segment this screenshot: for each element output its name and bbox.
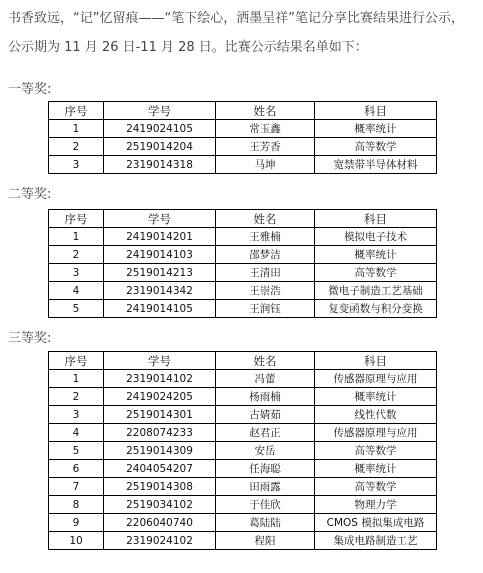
column-header: 序号 bbox=[49, 352, 104, 370]
column-header: 学号 bbox=[104, 352, 216, 370]
student-id-cell: 2419024105 bbox=[104, 120, 216, 138]
table-row bbox=[49, 138, 437, 156]
subject-cell: 宽禁带半导体材料 bbox=[315, 156, 437, 174]
name-cell: 马坤 bbox=[216, 156, 315, 174]
table-row bbox=[49, 228, 437, 246]
second-prize-heading: 二等奖: bbox=[8, 187, 52, 202]
name-cell: 王雅楠 bbox=[216, 228, 315, 246]
index-cell: 1 bbox=[49, 370, 104, 388]
table-row bbox=[49, 478, 437, 496]
name-cell: 葛陆陆 bbox=[216, 514, 315, 532]
index-cell: 8 bbox=[49, 496, 104, 514]
second-prize-table bbox=[48, 209, 437, 318]
column-header: 科目 bbox=[315, 102, 437, 120]
subject-cell: 高等数学 bbox=[315, 442, 437, 460]
table-row bbox=[49, 156, 437, 174]
table-row bbox=[49, 496, 437, 514]
index-cell: 5 bbox=[49, 442, 104, 460]
student-id-cell: 2419014103 bbox=[104, 246, 216, 264]
index-cell: 10 bbox=[49, 532, 104, 550]
student-id-cell: 2319014102 bbox=[104, 370, 216, 388]
student-id-cell: 2519034102 bbox=[104, 496, 216, 514]
column-header: 科目 bbox=[315, 352, 437, 370]
index-cell: 3 bbox=[49, 264, 104, 282]
index-cell: 3 bbox=[49, 156, 104, 174]
subject-cell: 概率统计 bbox=[315, 120, 437, 138]
first-prize-table bbox=[48, 101, 437, 174]
student-id-cell: 2319014342 bbox=[104, 282, 216, 300]
index-cell: 4 bbox=[49, 424, 104, 442]
table-row bbox=[49, 424, 437, 442]
name-cell: 杨雨楠 bbox=[216, 388, 315, 406]
student-id-cell: 2519014309 bbox=[104, 442, 216, 460]
student-id-cell: 2519014301 bbox=[104, 406, 216, 424]
name-cell: 冯蕾 bbox=[216, 370, 315, 388]
table-row bbox=[49, 514, 437, 532]
name-cell: 于佳欣 bbox=[216, 496, 315, 514]
subject-cell: 概率统计 bbox=[315, 460, 437, 478]
column-header: 科目 bbox=[315, 210, 437, 228]
subject-cell: 概率统计 bbox=[315, 246, 437, 264]
index-cell: 5 bbox=[49, 300, 104, 318]
name-cell: 王清田 bbox=[216, 264, 315, 282]
table-row bbox=[49, 460, 437, 478]
table-row bbox=[49, 370, 437, 388]
table-row bbox=[49, 406, 437, 424]
column-header: 学号 bbox=[104, 102, 216, 120]
index-cell: 2 bbox=[49, 138, 104, 156]
name-cell: 王芳香 bbox=[216, 138, 315, 156]
index-cell: 1 bbox=[49, 228, 104, 246]
subject-cell: 传感器原理与应用 bbox=[315, 424, 437, 442]
index-cell: 2 bbox=[49, 388, 104, 406]
student-id-cell: 2519014308 bbox=[104, 478, 216, 496]
name-cell: 安岳 bbox=[216, 442, 315, 460]
index-cell: 2 bbox=[49, 246, 104, 264]
subject-cell: 集成电路制造工艺 bbox=[315, 532, 437, 550]
student-id-cell: 2419014201 bbox=[104, 228, 216, 246]
name-cell: 王润钰 bbox=[216, 300, 315, 318]
student-id-cell: 2419024205 bbox=[104, 388, 216, 406]
index-cell: 6 bbox=[49, 460, 104, 478]
column-header: 姓名 bbox=[216, 352, 315, 370]
first-prize-heading: 一等奖: bbox=[8, 82, 52, 97]
third-prize-heading: 三等奖: bbox=[8, 331, 52, 346]
column-header: 学号 bbox=[104, 210, 216, 228]
table-row bbox=[49, 442, 437, 460]
subject-cell: CMOS 模拟集成电路 bbox=[315, 514, 437, 532]
table-row bbox=[49, 388, 437, 406]
index-cell: 7 bbox=[49, 478, 104, 496]
announcement-text: 书香致远，“记”忆留痕——“笔下绘心，洒墨呈祥”笔记分享比赛结果进行公示，公示期为 11 月 26 日-11 月 28 日。比赛公示结果名单如下： bbox=[8, 11, 464, 55]
table-row bbox=[49, 264, 437, 282]
name-cell: 邵梦洁 bbox=[216, 246, 315, 264]
subject-cell: 微电子制造工艺基础 bbox=[315, 282, 437, 300]
student-id-cell: 2519014204 bbox=[104, 138, 216, 156]
index-cell: 4 bbox=[49, 282, 104, 300]
table-header-row bbox=[49, 352, 437, 370]
subject-cell: 高等数学 bbox=[315, 478, 437, 496]
subject-cell: 高等数学 bbox=[315, 138, 437, 156]
student-id-cell: 2419014105 bbox=[104, 300, 216, 318]
name-cell: 常玉鑫 bbox=[216, 120, 315, 138]
student-id-cell: 2519014213 bbox=[104, 264, 216, 282]
column-header: 序号 bbox=[49, 210, 104, 228]
name-cell: 田雨露 bbox=[216, 478, 315, 496]
subject-cell: 物理力学 bbox=[315, 496, 437, 514]
name-cell: 任海聪 bbox=[216, 460, 315, 478]
subject-cell: 复变函数与积分变换 bbox=[315, 300, 437, 318]
table-header-row bbox=[49, 210, 437, 228]
name-cell: 程阳 bbox=[216, 532, 315, 550]
column-header: 姓名 bbox=[216, 210, 315, 228]
table-row bbox=[49, 120, 437, 138]
table-row bbox=[49, 300, 437, 318]
subject-cell: 概率统计 bbox=[315, 388, 437, 406]
column-header: 姓名 bbox=[216, 102, 315, 120]
table-row bbox=[49, 282, 437, 300]
name-cell: 赵君正 bbox=[216, 424, 315, 442]
name-cell: 古婧茹 bbox=[216, 406, 315, 424]
subject-cell: 传感器原理与应用 bbox=[315, 370, 437, 388]
index-cell: 3 bbox=[49, 406, 104, 424]
table-row bbox=[49, 246, 437, 264]
student-id-cell: 2319024102 bbox=[104, 532, 216, 550]
subject-cell: 模拟电子技术 bbox=[315, 228, 437, 246]
student-id-cell: 2208074233 bbox=[104, 424, 216, 442]
student-id-cell: 2206040740 bbox=[104, 514, 216, 532]
name-cell: 王崇浩 bbox=[216, 282, 315, 300]
student-id-cell: 2404054207 bbox=[104, 460, 216, 478]
column-header: 序号 bbox=[49, 102, 104, 120]
index-cell: 9 bbox=[49, 514, 104, 532]
table-header-row bbox=[49, 102, 437, 120]
table-row bbox=[49, 532, 437, 550]
student-id-cell: 2319014318 bbox=[104, 156, 216, 174]
subject-cell: 线性代数 bbox=[315, 406, 437, 424]
third-prize-table bbox=[48, 351, 437, 550]
subject-cell: 高等数学 bbox=[315, 264, 437, 282]
index-cell: 1 bbox=[49, 120, 104, 138]
